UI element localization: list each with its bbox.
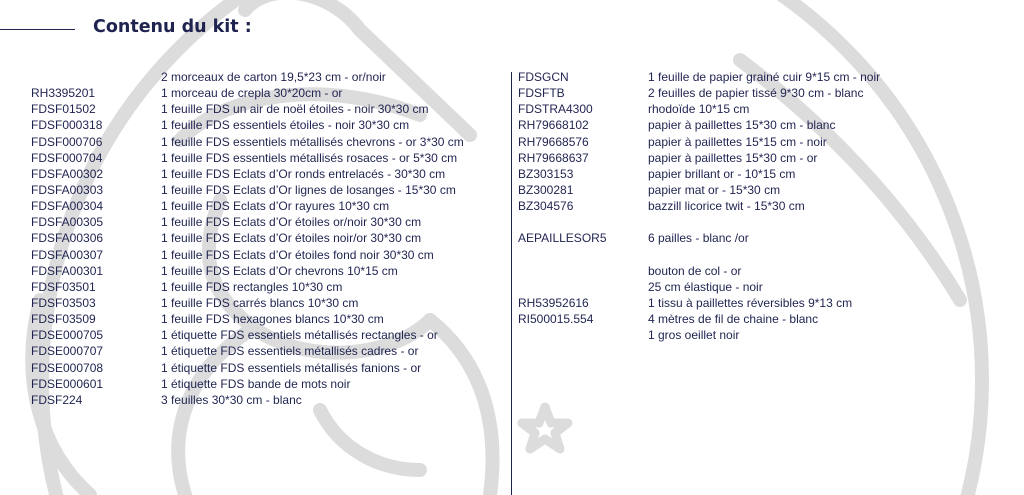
list-item <box>31 392 501 408</box>
item-description: papier à paillettes 15*30 cm - blanc <box>648 118 836 133</box>
list-item <box>518 198 998 214</box>
item-description: 2 feuilles de papier tissé 9*30 cm - blanc <box>648 86 864 101</box>
item-description: 1 feuille FDS Eclats d’Or étoiles fond noir 30*30 cm <box>161 247 434 262</box>
item-code: FDSF03503 <box>31 295 96 310</box>
item-description: 1 étiquette FDS essentiels métallisés cadres - or <box>161 344 419 359</box>
list-item <box>31 182 501 198</box>
item-description: 1 feuille FDS essentiels métallisés rosaces - or 5*30 cm <box>161 150 458 165</box>
item-code: BZ303153 <box>518 166 574 181</box>
list-item <box>518 117 998 133</box>
item-code: FDSFA00302 <box>31 166 104 181</box>
list-item <box>31 214 501 230</box>
list-item <box>518 295 998 311</box>
item-description: papier à paillettes 15*30 cm - or <box>648 150 818 165</box>
list-item <box>518 85 998 101</box>
item-description: 1 étiquette FDS essentiels métallisés fanions - or <box>161 360 422 375</box>
item-description: 1 feuille FDS essentiels métallisés chevrons - or 3*30 cm <box>161 134 464 149</box>
list-item <box>518 327 998 343</box>
list-item <box>31 376 501 392</box>
item-description: 4 mètres de fil de chaine - blanc <box>648 312 819 327</box>
item-code: FDSF01502 <box>31 102 96 117</box>
item-code: FDSFA00307 <box>31 247 104 262</box>
item-description: papier à paillettes 15*15 cm - noir <box>648 134 827 149</box>
item-code: FDSF000318 <box>31 118 103 133</box>
list-item <box>518 182 998 198</box>
item-code: RH79668637 <box>518 150 589 165</box>
item-description: 1 feuille de papier grainé cuir 9*15 cm - noir <box>648 70 881 84</box>
list-item <box>31 166 501 182</box>
item-description: papier mat or - 15*30 cm <box>648 182 781 197</box>
list-item <box>31 134 501 150</box>
item-description: 1 feuille FDS Eclats d’Or chevrons 10*15 cm <box>161 263 398 278</box>
list-item <box>31 311 501 327</box>
item-description: 25 cm élastique - noir <box>648 279 763 294</box>
item-description: 1 feuille FDS Eclats d’Or lignes de losanges - 15*30 cm <box>161 182 456 197</box>
list-item <box>31 230 501 246</box>
list-item <box>518 247 998 263</box>
item-description: bazzill licorice twit - 15*30 cm <box>648 199 805 214</box>
item-description: bouton de col - or <box>648 263 742 278</box>
list-item <box>518 230 998 246</box>
page-title: Contenu du kit : <box>93 17 252 37</box>
list-item <box>518 279 998 295</box>
item-code: RH79668576 <box>518 134 589 149</box>
list-item <box>31 198 501 214</box>
item-description: 1 feuille FDS carrés blancs 10*30 cm <box>161 295 359 310</box>
item-description: 1 étiquette FDS bande de mots noir <box>161 376 351 391</box>
item-description: papier brillant or - 10*15 cm <box>648 166 796 181</box>
item-description: 1 tissu à paillettes réversibles 9*13 cm <box>648 295 853 310</box>
item-code: FDSE000601 <box>31 376 104 391</box>
item-code: RH53952616 <box>518 295 589 310</box>
list-item <box>31 263 501 279</box>
item-code: FDSFTB <box>518 86 565 101</box>
list-item <box>31 327 501 343</box>
item-description: 1 feuille FDS un air de noël étoiles - noir 30*30 cm <box>161 102 429 117</box>
list-item <box>31 101 501 117</box>
item-code: FDSGCN <box>518 70 569 84</box>
list-item <box>31 279 501 295</box>
item-code: FDSE000707 <box>31 344 104 359</box>
item-description: 1 feuille FDS hexagones blancs 10*30 cm <box>161 312 384 327</box>
item-description: 2 morceaux de carton 19,5*23 cm - or/noir <box>161 70 386 84</box>
list-item <box>31 150 501 166</box>
item-code: FDSFA00306 <box>31 231 104 246</box>
item-code: FDSFA00304 <box>31 199 104 214</box>
item-description: 1 feuille FDS Eclats d’Or étoiles or/noir 30*30 cm <box>161 215 422 230</box>
item-code: RI500015.554 <box>518 312 594 327</box>
item-code: FDSTRA4300 <box>518 102 593 117</box>
item-description: 1 feuille FDS Eclats d’Or ronds entrelacés - 30*30 cm <box>161 166 446 181</box>
item-code: FDSF03509 <box>31 312 96 327</box>
right-item-list <box>518 69 998 343</box>
item-description: 1 feuille FDS Eclats d’Or rayures 10*30 cm <box>161 199 390 214</box>
item-description: rhodoïde 10*15 cm <box>648 102 750 117</box>
item-code: FDSFA00303 <box>31 182 104 197</box>
item-code: FDSE000705 <box>31 328 104 343</box>
list-item <box>518 263 998 279</box>
item-description: 3 feuilles 30*30 cm - blanc <box>161 392 302 407</box>
item-code: FDSF000706 <box>31 134 103 149</box>
column-divider <box>511 72 512 495</box>
list-item <box>518 101 998 117</box>
list-item <box>518 214 998 230</box>
item-code: BZ304576 <box>518 199 574 214</box>
item-code: FDSFA00301 <box>31 263 104 278</box>
list-item <box>518 150 998 166</box>
item-code: BZ300281 <box>518 182 574 197</box>
item-code: FDSF224 <box>31 392 83 407</box>
list-item <box>31 360 501 376</box>
item-description: 1 étiquette FDS essentiels métallisés rectangles - or <box>161 328 438 343</box>
list-item <box>518 69 998 85</box>
item-code: RH79668102 <box>518 118 589 133</box>
item-description: 1 morceau de crepla 30*20cm - or <box>161 86 343 101</box>
item-code: FDSF000704 <box>31 150 103 165</box>
list-item <box>31 69 501 85</box>
item-code: FDSF03501 <box>31 279 96 294</box>
list-item <box>518 134 998 150</box>
list-item <box>518 311 998 327</box>
item-description: 1 feuille FDS Eclats d’Or étoiles noir/or 30*30 cm <box>161 231 422 246</box>
item-code: FDSE000708 <box>31 360 104 375</box>
list-item <box>518 166 998 182</box>
item-description: 1 gros oeillet noir <box>648 328 740 343</box>
item-description: 1 feuille FDS essentiels étoiles - noir 30*30 cm <box>161 118 410 133</box>
item-code: AEPAILLESOR5 <box>518 231 607 246</box>
list-item <box>31 295 501 311</box>
list-item <box>31 247 501 263</box>
item-description: 1 feuille FDS rectangles 10*30 cm <box>161 279 343 294</box>
item-description: 6 pailles - blanc /or <box>648 231 749 246</box>
item-code: FDSFA00305 <box>31 215 104 230</box>
list-item <box>31 343 501 359</box>
item-code: RH3395201 <box>31 86 96 101</box>
list-item <box>31 117 501 133</box>
title-rule <box>0 29 75 30</box>
left-item-list <box>31 69 501 408</box>
list-item <box>31 85 501 101</box>
